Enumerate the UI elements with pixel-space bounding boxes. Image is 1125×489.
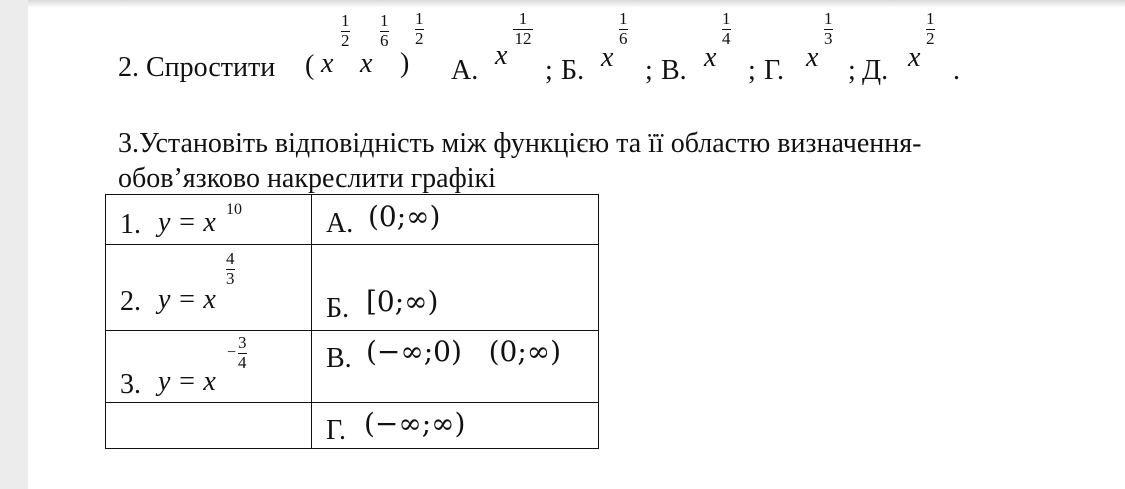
option-d-sep: ; [848,55,856,86]
option-d-base: x [806,42,819,73]
function-cell-empty [106,403,312,449]
option-b-label: Б. [561,55,585,86]
option-b-sep: ; [645,55,653,86]
domain-cell-a [312,195,599,245]
option-c-base: x [704,42,717,73]
option-a-label: А. [451,55,479,86]
function-cell-2 [106,245,312,331]
option-d-label: Г. [764,55,785,86]
expr-base-1: x [321,48,334,79]
table-row [106,195,599,245]
option-c-label: В. [661,55,687,86]
option-d-exp: 1 3 [824,9,833,48]
option-b-base: x [601,42,614,73]
function-1-lhs: y = x [158,207,216,238]
domain-c-value: (−∞;0) (0;∞) [366,335,562,368]
option-e-base: x [908,42,921,73]
function-2-lhs: y = x [158,284,216,315]
function-2-number: 2. [120,286,141,317]
option-c-exp: 1 4 [722,9,731,48]
expr-open-paren: ( [305,50,315,81]
table-row [106,245,599,331]
domain-b-label: Б. [326,293,350,324]
task3-line2: обов’язково накреслити графікі [118,163,496,194]
function-1-number: 1. [120,209,141,240]
function-1-exponent: 10 [226,201,242,218]
task3-line1: 3.Установіть відповідність між функцією та її областю визначення- [118,128,922,159]
table-row [106,403,599,449]
expr-outer-exp: 1 2 [415,9,424,48]
matching-table [105,194,599,449]
function-3-lhs: y = x [158,366,216,397]
domain-cell-c [312,331,599,403]
option-a-exp: 1 12 [514,9,532,48]
function-cell-3 [106,331,312,403]
option-e-label: Д. [862,55,889,86]
function-cell-1 [106,195,312,245]
domain-c-label: В. [326,343,352,374]
option-e-sep: . [953,55,960,86]
task2-prefix: 2. Спростити [118,52,276,83]
option-a-base: x [495,40,508,71]
domain-d-value: (−∞;∞) [364,407,466,440]
cropped-previous-line [28,0,1125,8]
domain-a-value: (0;∞) [368,200,441,233]
domain-cell-d [312,403,599,449]
expr-exp2: 1 6 [380,11,389,50]
expr-close-paren: ) [400,48,410,79]
option-e-exp: 1 2 [926,9,935,48]
domain-b-value: [0;∞) [366,285,439,318]
table-row [106,331,599,403]
function-3-exponent-sign: − [227,344,237,361]
expr-base-2: x [360,48,373,79]
domain-d-label: Г. [326,415,347,446]
option-b-exp: 1 6 [619,9,628,48]
function-2-exponent: 4 3 [226,249,235,288]
expr-exp1: 1 2 [341,11,350,50]
domain-a-label: А. [326,208,354,239]
option-a-sep: ; [545,55,553,86]
document-page [28,0,1125,489]
domain-cell-b [312,245,599,331]
function-3-number: 3. [120,369,141,400]
option-c-sep: ; [748,55,756,86]
function-3-exponent: 3 4 [238,333,247,372]
